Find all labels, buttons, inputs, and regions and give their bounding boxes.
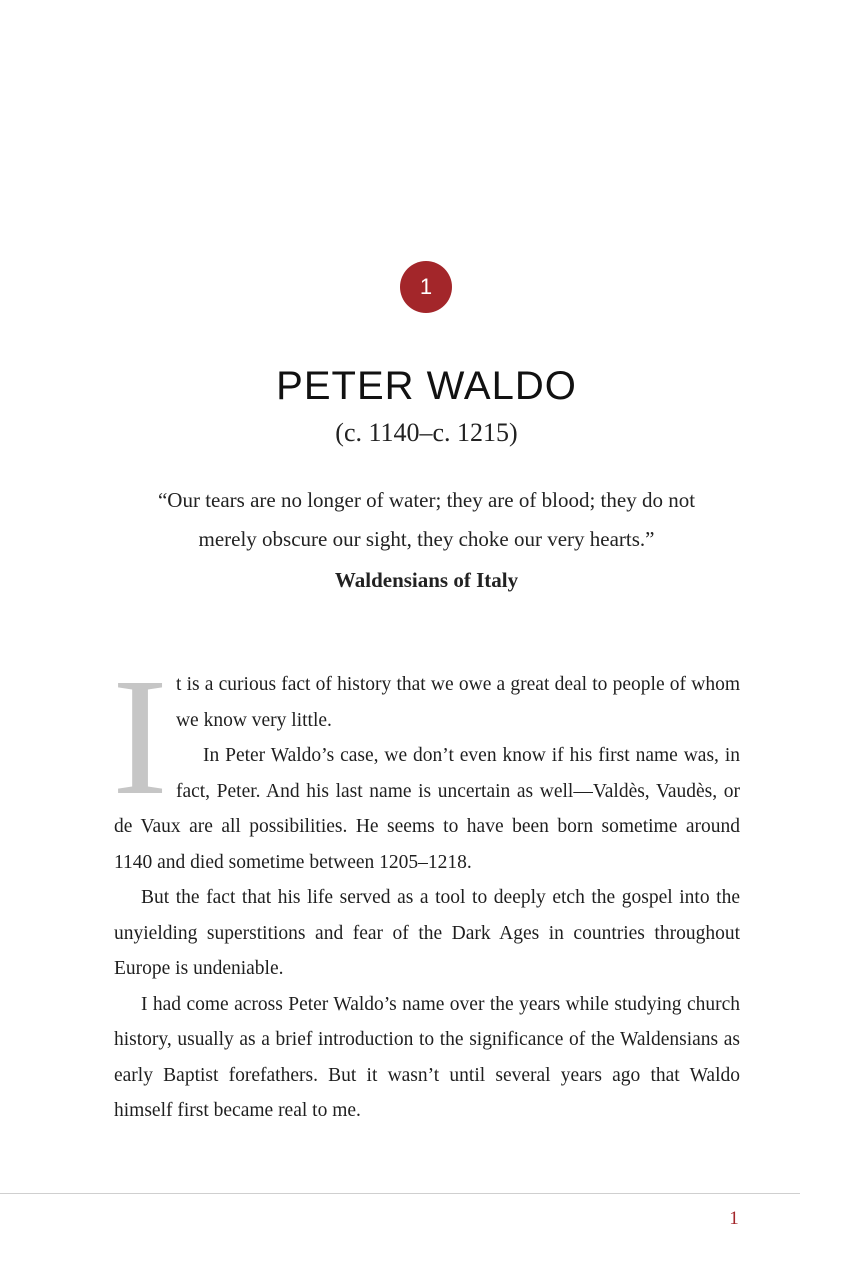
paragraph-3: But the fact that his life served as a tool to deeply etch the gospel into the unyielding superstitions and fear of the Dark Ages in countries throughout Europe is undeniable.	[114, 887, 740, 979]
chapter-number-badge	[400, 261, 452, 313]
epigraph-quote: “Our tears are no longer of water; they are of blood; they do not merely obscure our sight, they choke our very hearts.”	[157, 488, 696, 551]
paragraph-2: In Peter Waldo’s case, we don’t even know if his first name was, in fact, Peter. And his last name is uncertain as well—Valdès, Vaudès, or de Vaux are all possibilities. He seems to have been born sometime around 1140 and died sometime between 1205–1218.	[114, 745, 740, 873]
paragraph-4: I had come across Peter Waldo’s name over the years while studying church history, usually as a brief introduction to the significance of the Waldensians as early Baptist forefathers. But it wasn’t until several years ago that Waldo himself first became real to me.	[114, 993, 740, 1121]
footer-divider	[0, 1193, 800, 1194]
drop-cap: I	[112, 644, 168, 830]
body-text	[112, 644, 740, 1129]
chapter-title: PETER WALDO	[276, 364, 577, 408]
paragraph-1-text: t is a curious fact of history that we owe a great deal to people of whom we know very little.	[175, 674, 740, 731]
page-number: 1	[729, 1208, 739, 1229]
chapter-dates: (c. 1140–c. 1215)	[335, 418, 518, 447]
epigraph-source: Waldensians of Italy	[334, 568, 519, 592]
chapter-number: 1	[419, 274, 433, 299]
